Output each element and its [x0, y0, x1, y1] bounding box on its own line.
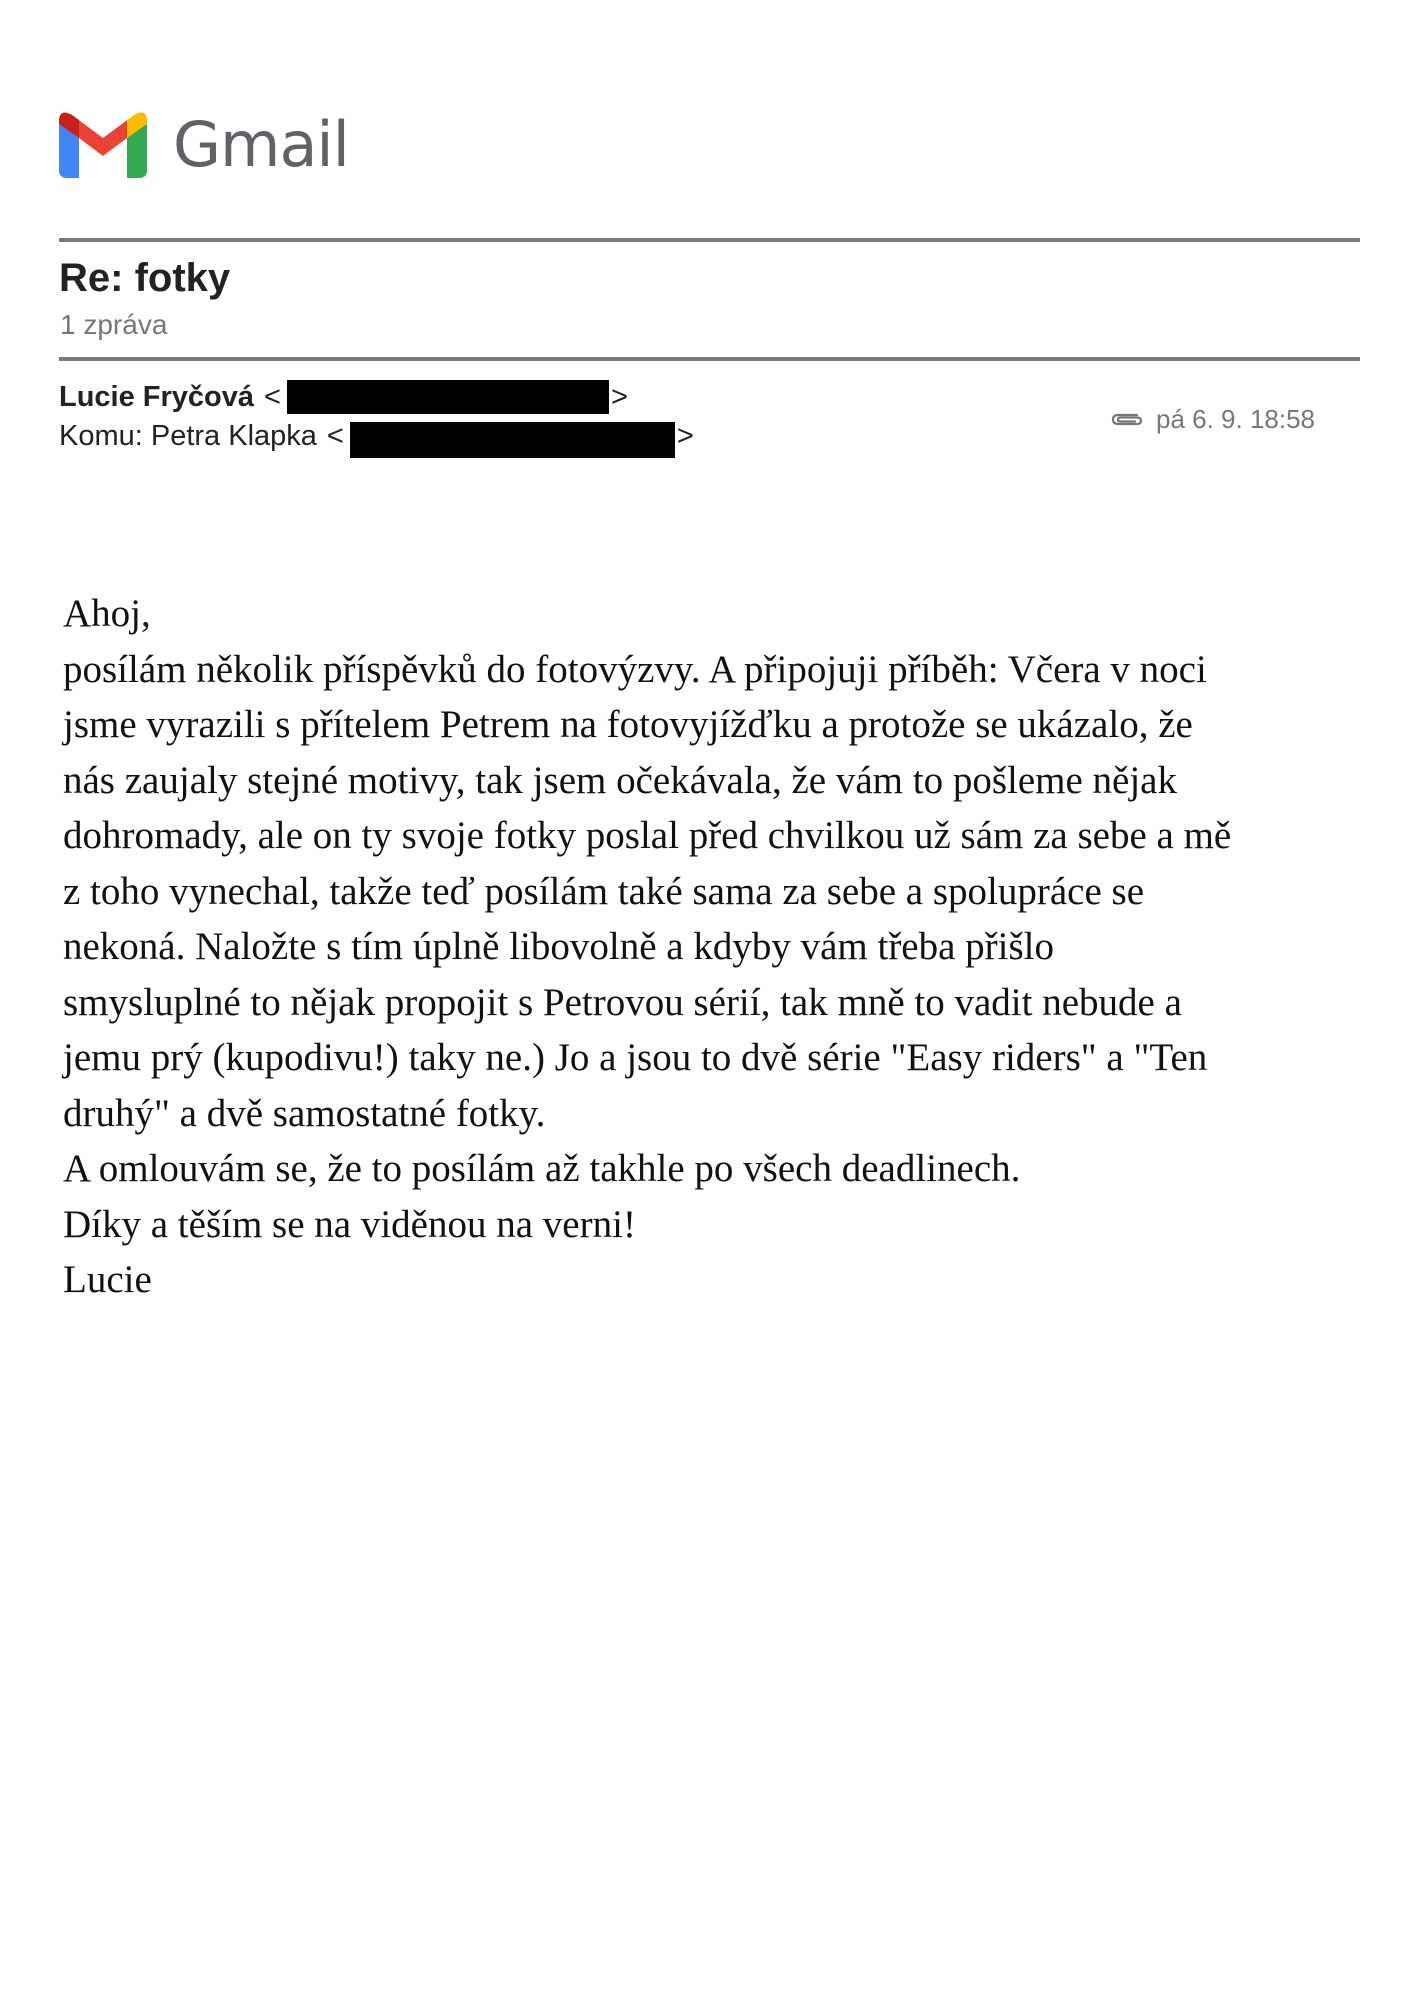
email-body — [63, 586, 1373, 1308]
body-line: Lucie — [63, 1258, 152, 1301]
body-line: nekoná. Naložte s tím úplně libovolně a kdyby vám třeba přišlo — [63, 925, 1055, 968]
body-line: Ahoj, — [63, 592, 151, 635]
redacted-recipient-email — [350, 422, 675, 458]
body-line: druhý" a dvě samostatné fotky. — [63, 1091, 546, 1135]
recipient-line — [59, 418, 694, 454]
gmail-logo — [59, 108, 349, 181]
recipient-email-open: < — [326, 419, 344, 452]
sender-email-close: > — [610, 380, 628, 413]
email-subject: Re: fotky — [59, 256, 231, 300]
message-count: 1 zpráva — [60, 309, 168, 340]
body-line: dohromady, ale on ty svoje fotky poslal před chvilkou už sám za sebe a mě — [63, 814, 1232, 857]
redacted-sender-email — [287, 380, 609, 414]
body-line: jemu prý (kupodivu!) taky ne.) Jo a jsou to dvě série "Easy riders" a "Ten — [63, 1036, 1208, 1079]
body-line: z toho vynechal, takže teď posílám také sama za sebe a spolupráce se — [63, 869, 1145, 913]
body-line: jsme vyrazili s přítelem Petrem na fotovyjížďku a protože se ukázalo, že — [63, 703, 1193, 746]
sender-name[interactable]: Lucie Fryčová — [59, 380, 255, 413]
header-divider — [59, 238, 1360, 242]
subject-divider — [59, 357, 1360, 361]
gmail-wordmark: Gmail — [173, 108, 349, 181]
body-line: nás zaujaly stejné motivy, tak jsem očekávala, že vám to pošleme nějak — [63, 758, 1177, 802]
body-line: posílám několik příspěvků do fotovýzvy. A připojuji příběh: Včera v noci — [63, 647, 1207, 691]
body-line: A omlouvám se, že to posílám až takhle po všech deadlinech. — [63, 1147, 1021, 1190]
recipient-email-close: > — [676, 419, 694, 452]
body-line: smysluplné to nějak propojit s Petrovou sérií, tak mně to vadit nebude a — [63, 980, 1182, 1024]
message-meta — [1110, 406, 1315, 432]
sender-email-open: < — [264, 380, 281, 413]
body-line: Díky a těším se na viděnou na verni! — [63, 1202, 636, 1246]
recipient-label[interactable]: Komu: Petra Klapka — [59, 419, 317, 452]
paperclip-icon[interactable] — [1110, 409, 1144, 429]
message-date: pá 6. 9. 18:58 — [1156, 404, 1316, 434]
gmail-m-icon — [59, 112, 147, 178]
sender-line — [59, 380, 628, 414]
